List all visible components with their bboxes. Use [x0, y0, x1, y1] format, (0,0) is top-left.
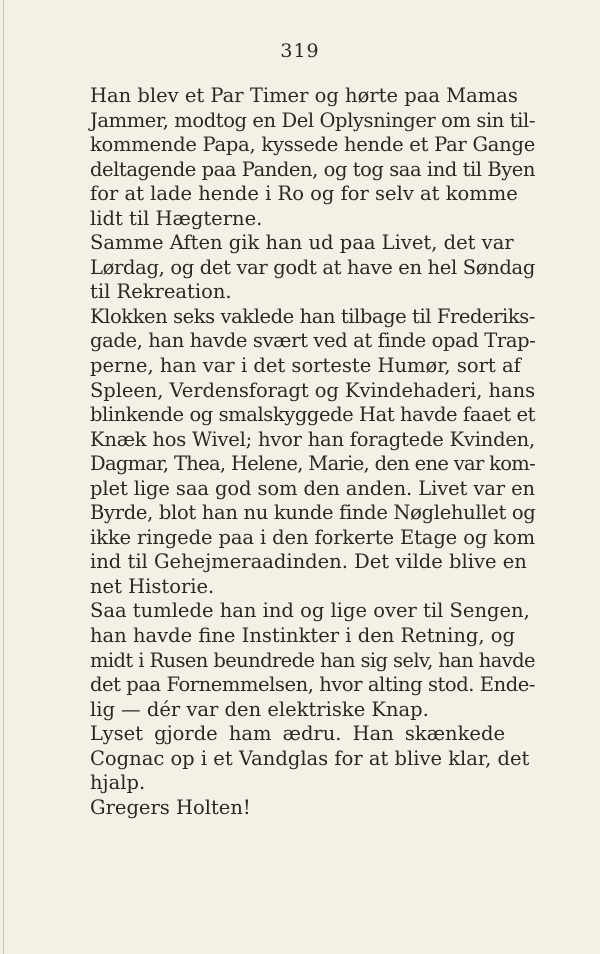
text-line: net Historie.	[90, 574, 215, 598]
text-line: Klokken seks vaklede han tilbage til Frederiks-	[90, 304, 535, 328]
page-edge-line	[3, 0, 4, 954]
text-line: til Rekreation.	[90, 280, 232, 304]
page-number: 319	[280, 40, 320, 62]
text-line: hjalp.	[90, 771, 146, 795]
text-line: Han blev et Par Timer og hørte paa Mamas	[90, 84, 518, 107]
text-line: deltagende paa Panden, og tog saa ind til Byen	[90, 157, 536, 181]
text-line: plet lige saa god som den anden. Livet var en	[90, 476, 535, 500]
text-line: Saa tumlede han ind og lige over til Sengen,	[90, 599, 530, 623]
text-line: han havde fine Instinkter i den Retning, og	[90, 624, 516, 648]
text-line: perne, han var i det sorteste Humør, sort af	[90, 354, 521, 378]
text-line: for at lade hende i Ro og for selv at komme	[90, 182, 518, 206]
text-line: kommende Papa, kyssede hende et Par Gange	[90, 133, 535, 157]
paragraph	[60, 796, 505, 821]
paragraph	[60, 722, 530, 796]
text-line: midt i Rusen beundrede han sig selv, han havde	[90, 648, 535, 672]
paragraph	[60, 304, 536, 600]
text-line: blinkende og smalskyggede Hat havde faaet et	[90, 403, 535, 427]
text-line: lig — dér var den elektriske Knap.	[90, 697, 429, 721]
text-line: lidt til Hægterne.	[90, 206, 263, 230]
text-line: Knæk hos Wivel; hvor han foragtede Kvinden,	[90, 427, 535, 451]
text-line: Cognac op i et Vandglas for at blive klar, det	[90, 746, 530, 770]
text-line: Lyset gjorde ham ædru. Han skænkede	[90, 722, 505, 746]
text-line: Jammer, modtog en Del Oplysninger om sin til-	[90, 108, 536, 132]
text-line: Spleen, Verdensforagt og Kvindehaderi, hans	[90, 378, 536, 402]
text-line: det paa Fornemmelsen, hvor alting stod. Ende-	[90, 673, 535, 697]
text-line: ind til Gehejmeraadinden. Det vilde blive en	[90, 550, 527, 574]
text-line: ikke ringede paa i den forkerte Etage og kom	[90, 525, 535, 549]
body-text	[60, 84, 536, 820]
text-line: Gregers Holten!	[90, 795, 251, 819]
text-line: Samme Aften gik han ud paa Livet, det var	[90, 231, 514, 255]
text-line: Byrde, blot han nu kunde finde Nøglehullet og	[90, 501, 536, 525]
paragraph	[60, 599, 535, 722]
paragraph	[60, 231, 535, 305]
text-line: Dagmar, Thea, Helene, Marie, den ene var kom-	[90, 452, 536, 476]
paragraph	[60, 84, 536, 231]
text-line: Lørdag, og det var godt at have en hel Søndag	[90, 255, 535, 279]
text-line: gade, han havde svært ved at finde opad Trap-	[90, 329, 536, 353]
